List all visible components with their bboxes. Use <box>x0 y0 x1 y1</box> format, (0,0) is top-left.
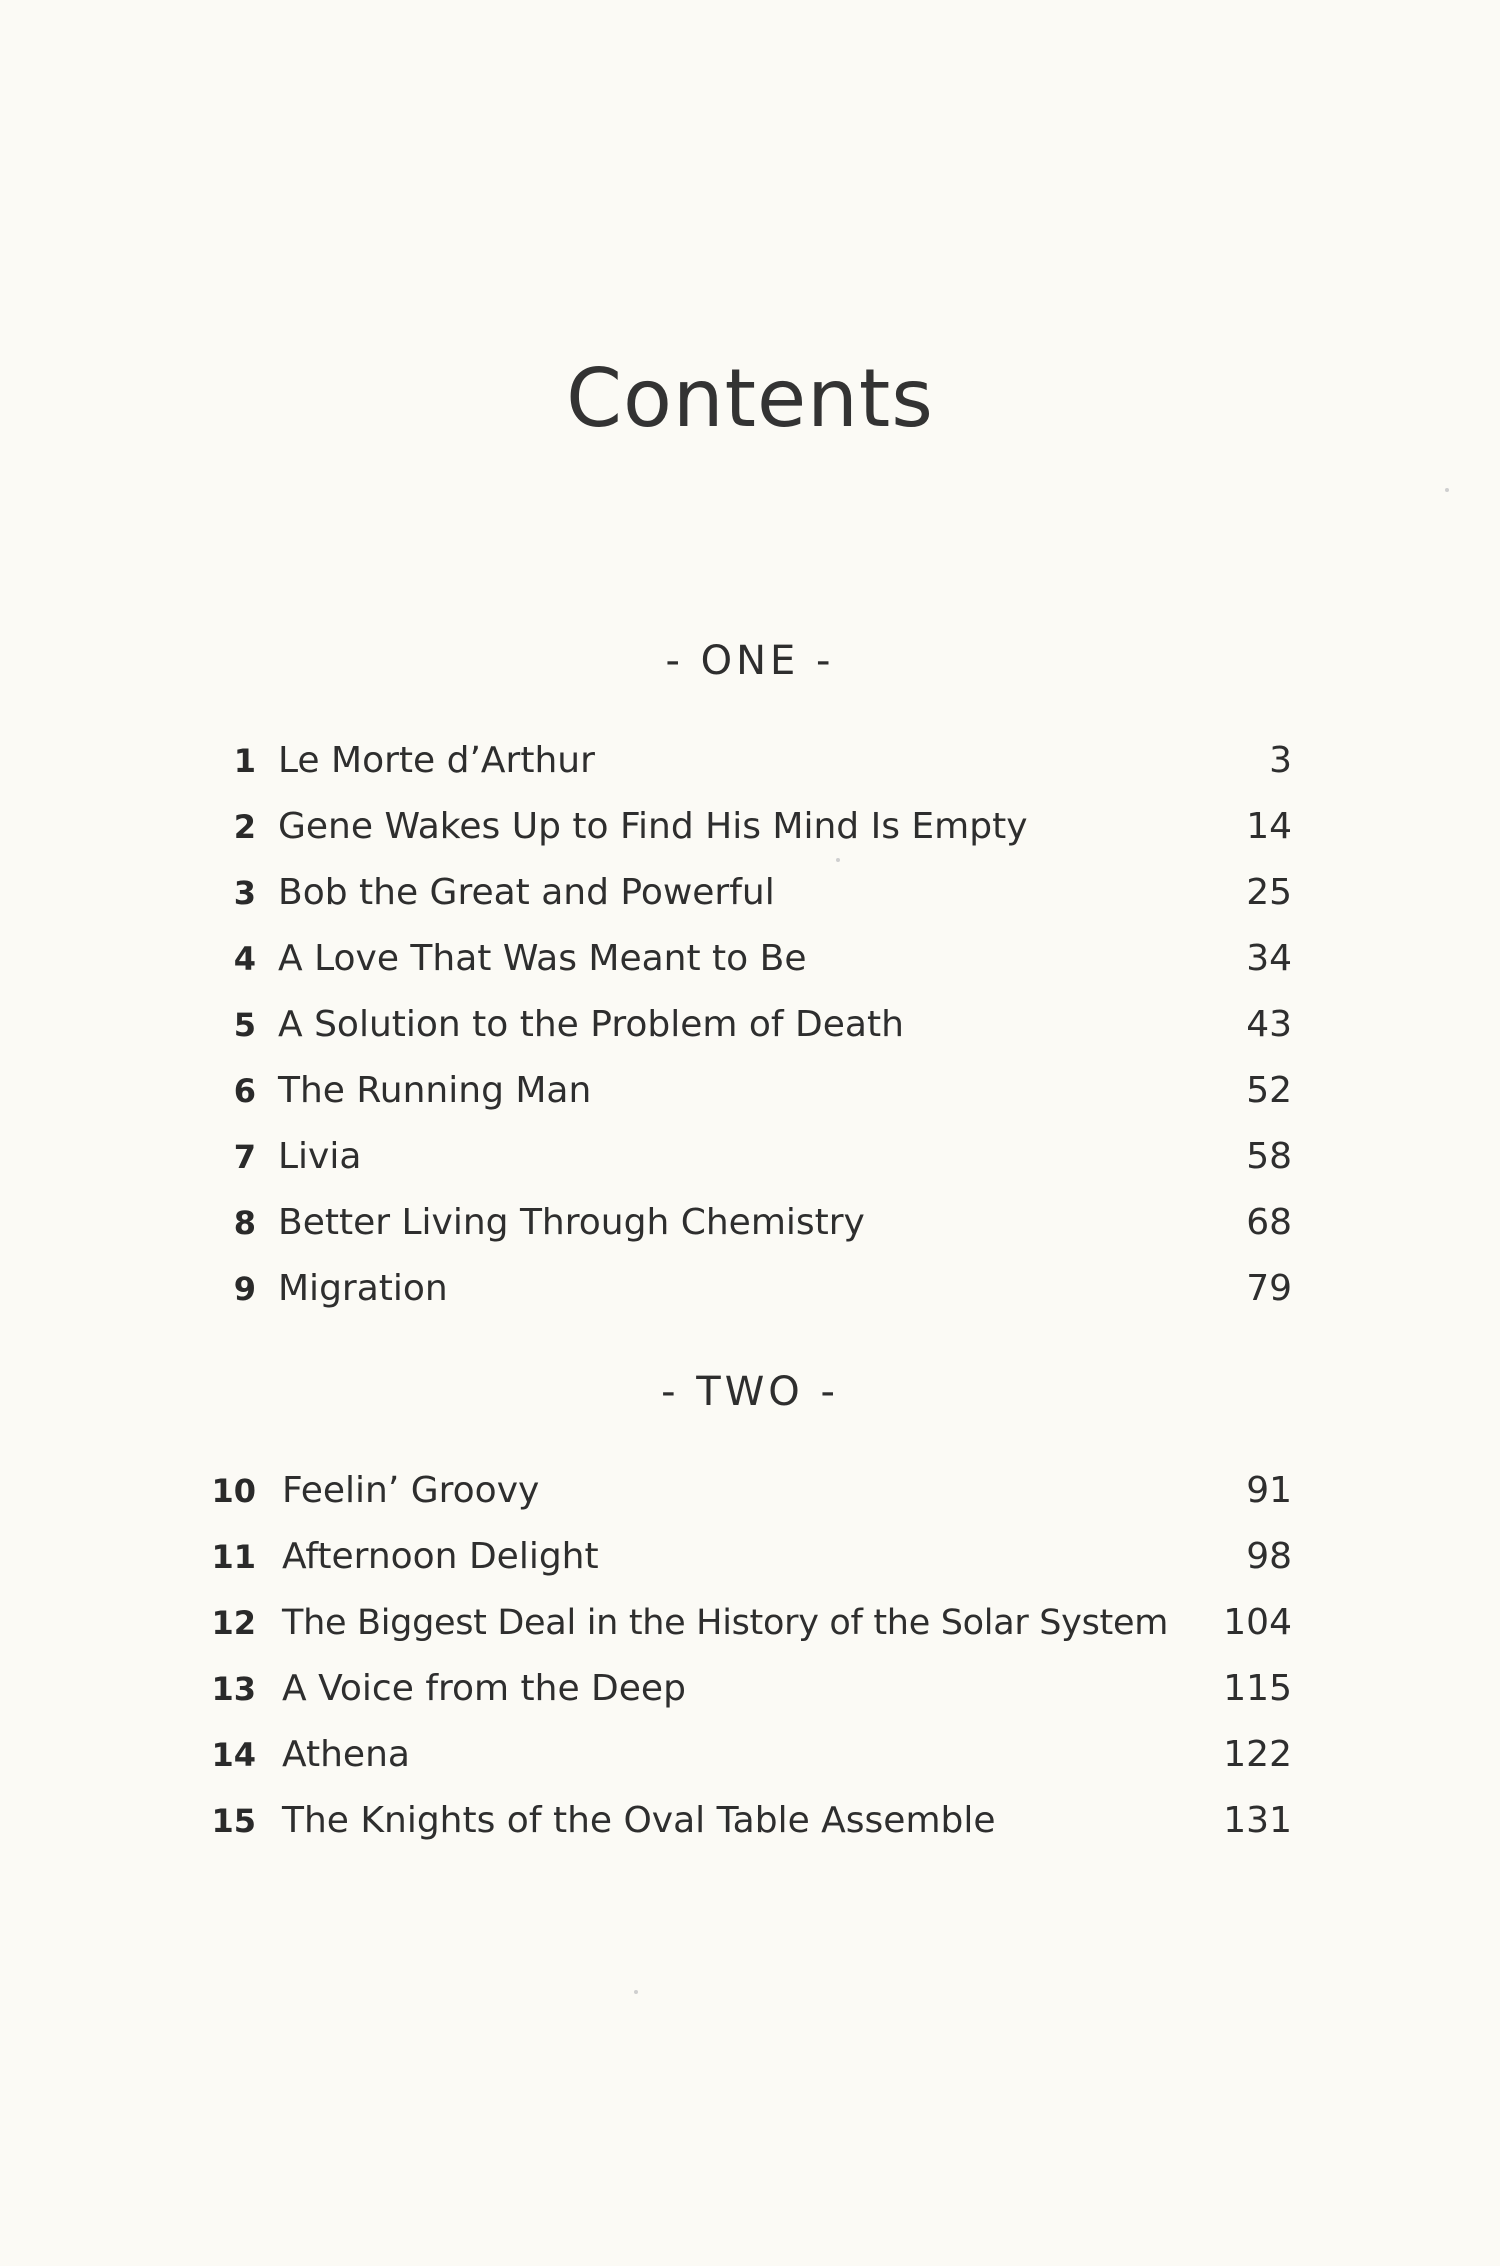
chapter-number: 13 <box>211 1670 256 1708</box>
chapter-title: Livia <box>278 1136 362 1177</box>
chapter-number: 9 <box>233 1270 256 1308</box>
toc-entry[interactable] <box>0 731 1500 791</box>
page-number: 68 <box>1246 1202 1292 1243</box>
chapter-number: 3 <box>233 874 256 912</box>
toc-entry[interactable] <box>0 1061 1500 1121</box>
page-number: 79 <box>1246 1268 1292 1309</box>
page-number: 58 <box>1246 1136 1292 1177</box>
chapter-number: 2 <box>233 808 256 846</box>
page-number: 52 <box>1246 1070 1292 1111</box>
page-number: 91 <box>1246 1470 1292 1511</box>
chapter-title: Gene Wakes Up to Find His Mind Is Empty <box>278 806 1028 847</box>
page-number: 3 <box>1269 740 1292 781</box>
chapter-title: A Love That Was Meant to Be <box>278 938 807 979</box>
chapter-number: 7 <box>233 1138 256 1176</box>
part-one-heading: - ONE - <box>665 638 835 684</box>
chapter-title: Bob the Great and Powerful <box>278 872 775 913</box>
toc-entry[interactable] <box>0 995 1500 1055</box>
paper-speck <box>836 858 840 862</box>
chapter-number: 5 <box>233 1006 256 1044</box>
page-number: 131 <box>1223 1800 1292 1841</box>
toc-entry[interactable] <box>0 1127 1500 1187</box>
page-number: 122 <box>1223 1734 1292 1775</box>
part-two-heading: - TWO - <box>661 1369 839 1415</box>
toc-entry[interactable] <box>0 1193 1500 1253</box>
page-number: 14 <box>1246 806 1292 847</box>
page-number: 34 <box>1246 938 1292 979</box>
chapter-number: 12 <box>211 1604 256 1642</box>
toc-entry[interactable] <box>0 1659 1500 1719</box>
chapter-number: 15 <box>211 1802 256 1840</box>
toc-entry[interactable] <box>0 797 1500 857</box>
chapter-title: Migration <box>278 1268 448 1309</box>
chapter-title: The Knights of the Oval Table Assemble <box>282 1800 996 1841</box>
chapter-title: Athena <box>282 1734 410 1775</box>
page-number: 43 <box>1246 1004 1292 1045</box>
toc-entry[interactable] <box>0 1725 1500 1785</box>
chapter-title: The Biggest Deal in the History of the Solar System <box>282 1603 1168 1643</box>
paper-speck <box>1445 488 1449 492</box>
chapter-title: Afternoon Delight <box>282 1536 599 1577</box>
toc-entry[interactable] <box>0 929 1500 989</box>
paper-speck <box>634 1990 638 1994</box>
page-number: 104 <box>1223 1602 1292 1643</box>
toc-entry[interactable] <box>0 1593 1500 1653</box>
page-number: 98 <box>1246 1536 1292 1577</box>
toc-entry[interactable] <box>0 1259 1500 1319</box>
chapter-number: 6 <box>233 1072 256 1110</box>
chapter-number: 11 <box>211 1538 256 1576</box>
chapter-title: A Voice from the Deep <box>282 1668 686 1709</box>
toc-entry[interactable] <box>0 1791 1500 1851</box>
chapter-number: 10 <box>211 1472 256 1510</box>
chapter-title: A Solution to the Problem of Death <box>278 1004 904 1045</box>
page-number: 115 <box>1223 1668 1292 1709</box>
chapter-title: Feelin’ Groovy <box>282 1470 540 1511</box>
chapter-title: Le Morte d’Arthur <box>278 740 595 781</box>
toc-entry[interactable] <box>0 863 1500 923</box>
page-title: Contents <box>566 352 934 445</box>
chapter-title: The Running Man <box>278 1070 592 1111</box>
chapter-number: 14 <box>211 1736 256 1774</box>
chapter-number: 4 <box>233 940 256 978</box>
toc-entry[interactable] <box>0 1461 1500 1521</box>
chapter-number: 1 <box>233 742 256 780</box>
page-number: 25 <box>1246 872 1292 913</box>
toc-entry[interactable] <box>0 1527 1500 1587</box>
chapter-number: 8 <box>233 1204 256 1242</box>
chapter-title: Better Living Through Chemistry <box>278 1202 865 1243</box>
